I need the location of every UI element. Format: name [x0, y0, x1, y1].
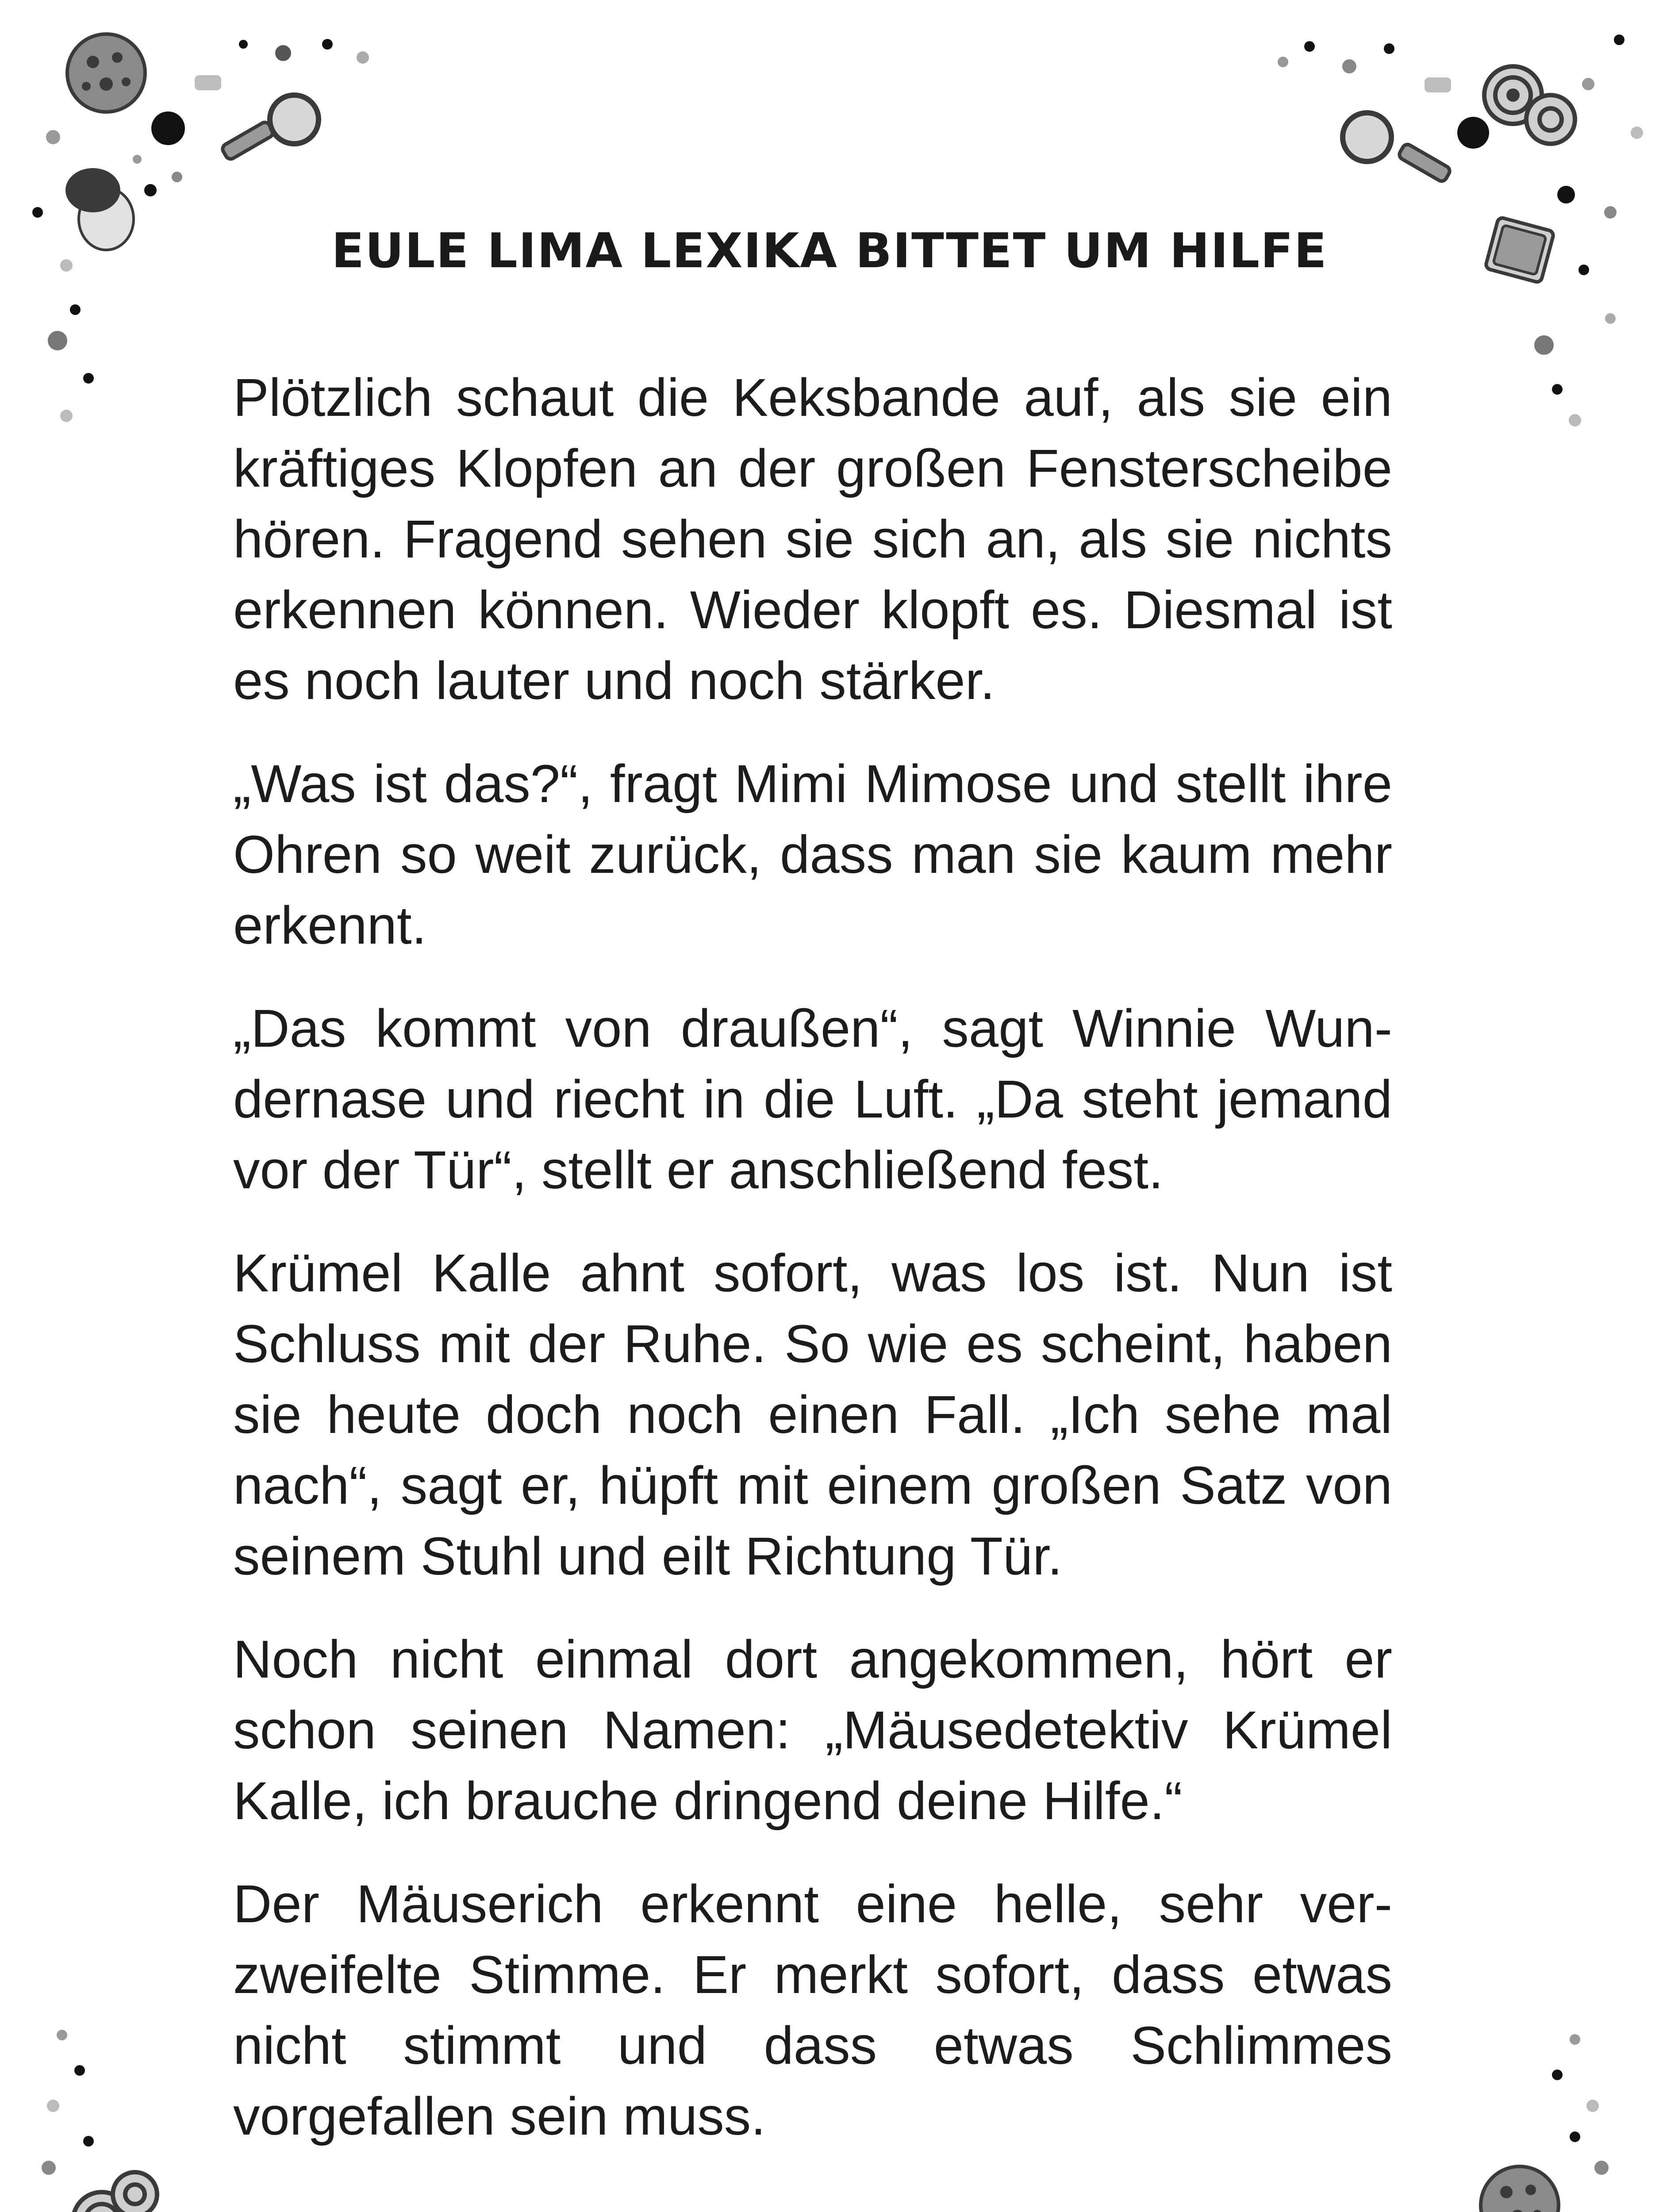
paragraph: Krümel Kalle ahnt sofort, was los ist. Nun ist Schluss mit der Ruhe. So wie es scheint, haben sie heute doch noch einen Fall. „Ich sehe mal nach“, sagt er, hüpft mit einem großen Satz von seinem Stuhl und eilt Richtung Tür. [233, 1243, 1392, 1586]
paragraph: Plötzlich schaut die Keksbande auf, als sie ein kräftiges Klopfen an der großen Fensterscheibe hören. Fragend sehen sie sich an, als sie nichts erkennen können. Wieder klopft es. Diesmal ist es noch lauter und noch stärker. [233, 367, 1392, 710]
cookie-icon [67, 34, 145, 112]
paragraph: „Was ist das?“, fragt Mimi Mimose und stellt ihre Ohren so weit zurück, dass man sie kaum mehr erkennt. [233, 753, 1392, 955]
chapter-title: EULE LIMA LEXIKA BITTET UM HILFE [331, 223, 1328, 279]
lollipop-icon [1484, 66, 1575, 144]
paragraph: „Das kommt von draußen“, sagt Winnie Wundernase und riecht in die Luft. „Da steht jemand vor der Tür“, stellt er anschließend fest. [233, 998, 1392, 1200]
body-text [233, 362, 1392, 2184]
paragraph: Der Mäuserich erkennt eine helle, sehr verzweifelte Stimme. Er merkt sofort, dass etwas nicht stimmt und dass etwas Schlimmes vorgefallen sein muss. [233, 1874, 1392, 2146]
cookie-icon [1481, 2166, 1559, 2212]
magnifier-icon [221, 95, 319, 161]
magnifier-icon [1343, 113, 1452, 183]
lollipop-icon [73, 2172, 157, 2212]
paragraph: Noch nicht einmal dort angekommen, hört er schon seinen Namen: „Mäusedetektiv Krümel Kalle, ich brauche dringend deine Hilfe.“ [233, 1629, 1392, 1831]
